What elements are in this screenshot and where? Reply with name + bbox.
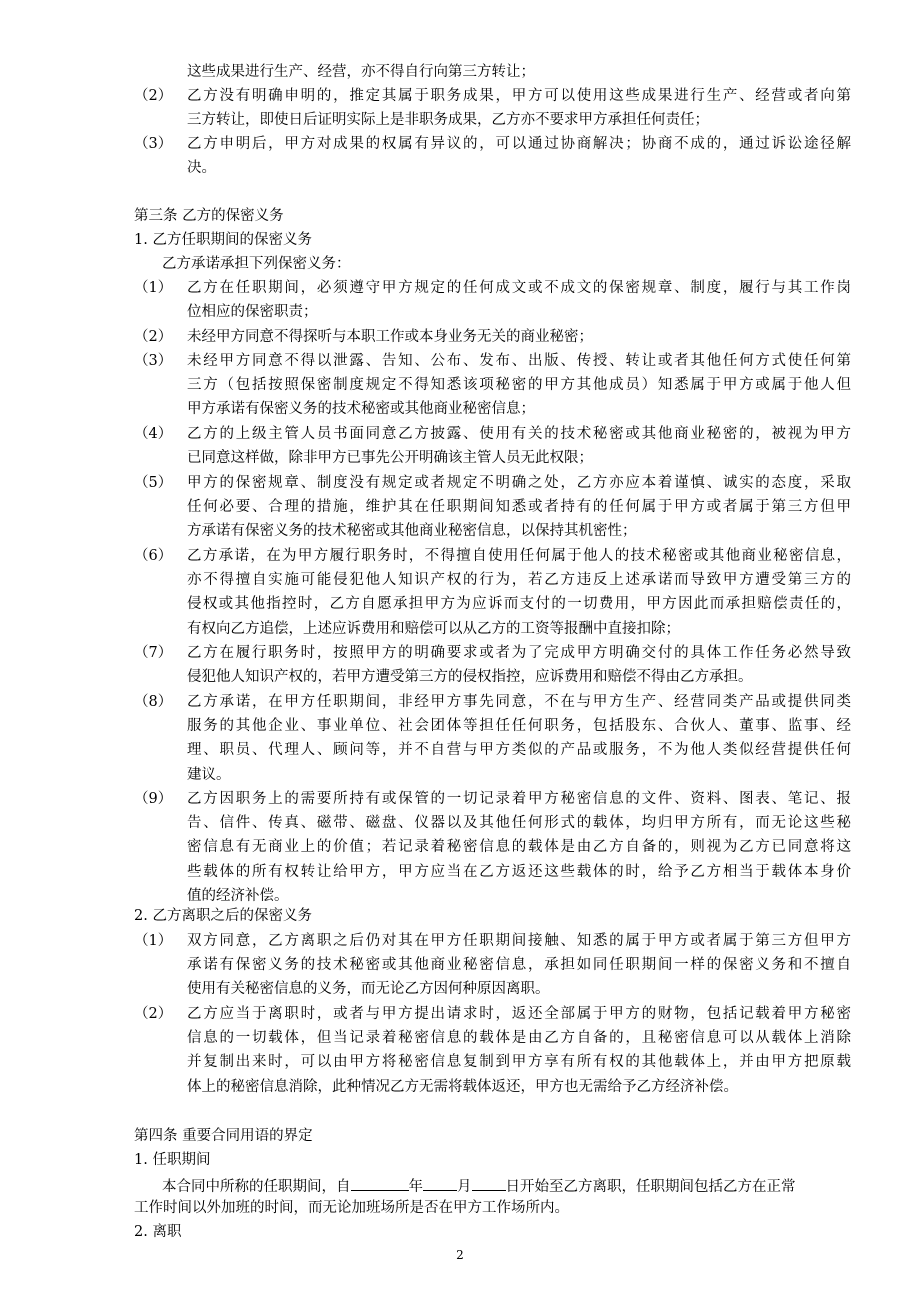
paragraph-line: 三方（包括按照保密制度规定不得知悉该项秘密的甲方其他成员）知悉属于甲方或属于他人但 <box>187 377 851 393</box>
item-number: （2） <box>134 1006 173 1022</box>
paragraph-line: 乙方的上级主管人员书面同意乙方披露、使用有关的技术秘密或其他商业秘密的，被视为甲方 <box>187 426 851 442</box>
paragraph-line: 建议。 <box>187 767 231 783</box>
paragraph-text: 年 <box>408 1179 423 1195</box>
item-number: （5） <box>134 475 173 491</box>
paragraph-line: 些载体的所有权转让给甲方，甲方应当在乙方返还这些载体的时，给予乙方相当于载体本身价 <box>187 864 851 880</box>
paragraph-line: 已同意这样做，除非甲方已事先公开明确该主管人员无此权限； <box>187 450 593 466</box>
paragraph-line: 方承诺有保密义务的技术秘密或其他商业秘密信息，以保持其机密性； <box>187 523 637 539</box>
page-number: 2 <box>456 1248 464 1262</box>
paragraph-line: 密信息有无商业上的价值；若记录着秘密信息的载体是由乙方自备的，则视为乙方已同意将这 <box>187 839 851 855</box>
subsection-heading: 2. 乙方离职之后的保密义务 <box>134 908 312 924</box>
item-number: （2） <box>134 88 173 104</box>
paragraph-line: 甲方的保密规章、制度没有规定或者规定不明确之处，乙方亦应本着谨慎、诚实的态度，采取 <box>187 475 851 491</box>
paragraph-line: 侵犯他人知识产权的，若甲方遭受第三方的侵权指控，应诉费用和赔偿不得由乙方承担。 <box>187 669 753 685</box>
item-number: （1） <box>134 933 173 949</box>
item-number: （9） <box>134 791 173 807</box>
item-number: （7） <box>134 645 173 661</box>
paragraph-line: 乙方申明后，甲方对成果的权属有异议的，可以通过协商解决；协商不成的，通过诉讼途径解 <box>187 136 851 152</box>
subsection-heading: 1. 乙方任职期间的保密义务 <box>134 232 312 248</box>
paragraph-line: 乙方因职务上的需要所持有或保管的一切记录着甲方秘密信息的文件、资料、图表、笔记、报 <box>187 791 851 807</box>
paragraph-line: 并复制出来时，可以由甲方将秘密信息复制到甲方享有所有权的其他载体上，并由甲方把原载 <box>187 1054 851 1070</box>
section-heading: 第四条 重要合同用语的界定 <box>134 1128 313 1144</box>
subsection-heading: 1. 任职期间 <box>134 1152 211 1168</box>
paragraph-line: 任何必要、合理的措施，维护其在任职期间知悉或者持有的任何属于甲方或者属于第三方但甲 <box>187 499 851 515</box>
paragraph-line: 有权向乙方追偿，上述应诉费用和赔偿可以从乙方的工资等报酬中直接扣除； <box>187 621 680 637</box>
item-number: （3） <box>134 353 173 369</box>
paragraph-line: 乙方承诺，在甲方任职期间，非经甲方事先同意，不在与甲方生产、经营同类产品或提供同类 <box>187 694 851 710</box>
item-number: （6） <box>134 548 173 564</box>
paragraph-line: 决。 <box>187 160 216 176</box>
blank-line <box>351 1174 409 1191</box>
subsection-heading: 2. 离职 <box>134 1224 182 1240</box>
paragraph-line <box>162 1174 796 1197</box>
blank-line <box>472 1174 506 1191</box>
paragraph-text: 日开始至乙方离职，任职期间包括乙方在正常 <box>505 1179 796 1195</box>
paragraph-line: 告、信件、传真、磁带、磁盘、仪器以及其他任何形式的载体，均归甲方所有，而无论这些秘 <box>187 815 851 831</box>
item-number: （2） <box>134 329 173 345</box>
paragraph-line: 乙方应当于离职时，或者与甲方提出请求时，返还全部属于甲方的财物，包括记载着甲方秘密 <box>187 1006 851 1022</box>
paragraph-line: 三方转让，即使日后证明实际上是非职务成果，乙方亦不要求甲方承担任何责任； <box>187 112 709 128</box>
item-number: （3） <box>134 136 173 152</box>
paragraph-line: 未经甲方同意不得以泄露、告知、公布、发布、出版、传授、转让或者其他任何方式使任何第 <box>187 353 851 369</box>
paragraph-line: 双方同意，乙方离职之后仍对其在甲方任职期间接触、知悉的属于甲方或者属于第三方但甲方 <box>187 933 851 949</box>
section-heading: 第三条 乙方的保密义务 <box>134 208 284 224</box>
paragraph-line: 甲方承诺有保密义务的技术秘密或其他商业秘密信息； <box>187 401 535 417</box>
paragraph-line: 值的经济补偿。 <box>187 888 289 904</box>
paragraph-line: 乙方没有明确申明的，推定其属于职务成果，甲方可以使用这些成果进行生产、经营或者向第 <box>187 88 851 104</box>
paragraph-line: 乙方承诺承担下列保密义务： <box>162 256 351 272</box>
paragraph-line: 亦不得擅自实施可能侵犯他人知识产权的行为，若乙方违反上述承诺而导致甲方遭受第三方的 <box>187 572 851 588</box>
paragraph-line: 体上的秘密信息消除，此种情况乙方无需将载体返还，甲方也无需给予乙方经济补偿。 <box>187 1079 738 1095</box>
item-number: （1） <box>134 280 173 296</box>
paragraph-line: 承诺有保密义务的技术秘密或其他商业秘密信息，承担如同任职期间一样的保密义务和不擅自 <box>187 957 851 973</box>
paragraph-line: 使用有关秘密信息的义务，而无论乙方因何种原因离职。 <box>187 981 550 997</box>
item-number: （4） <box>134 426 173 442</box>
paragraph-line: 未经甲方同意不得探听与本职工作或本身业务无关的商业秘密； <box>187 329 593 345</box>
paragraph-text: 本合同中所称的任职期间，自 <box>162 1179 351 1195</box>
paragraph-line: 这些成果进行生产、经营，亦不得自行向第三方转让； <box>187 64 535 80</box>
paragraph-line: 乙方在任职期间，必须遵守甲方规定的任何成文或不成文的保密规章、制度，履行与其工作岗 <box>187 280 851 296</box>
item-number: （8） <box>134 694 173 710</box>
paragraph-line: 乙方在履行职务时，按照甲方的明确要求或者为了完成甲方明确交付的具体工作任务必然导致 <box>187 645 851 661</box>
paragraph-line: 乙方承诺，在为甲方履行职务时，不得擅自使用任何属于他人的技术秘密或其他商业秘密信息， <box>187 548 851 564</box>
paragraph-line: 工作时间以外加班的时间，而无论加班场所是否在甲方工作场所内。 <box>134 1200 569 1216</box>
paragraph-text: 月 <box>457 1179 472 1195</box>
paragraph-line: 侵权或其他指控时，乙方自愿承担甲方为应诉而支付的一切费用，甲方因此而承担赔偿责任的， <box>187 596 851 612</box>
paragraph-line: 理、职员、代理人、顾问等，并不自营与甲方类似的产品或服务，不为他人类似经营提供任何 <box>187 742 851 758</box>
blank-line <box>423 1174 457 1191</box>
paragraph-line: 信息的一切载体，但当记录着秘密信息的载体是由乙方自备的，且秘密信息可以从载体上消除 <box>187 1030 851 1046</box>
paragraph-line: 服务的其他企业、事业单位、社会团体等担任任何职务，包括股东、合伙人、董事、监事、经 <box>187 718 851 734</box>
paragraph-line: 位相应的保密职责； <box>187 304 318 320</box>
